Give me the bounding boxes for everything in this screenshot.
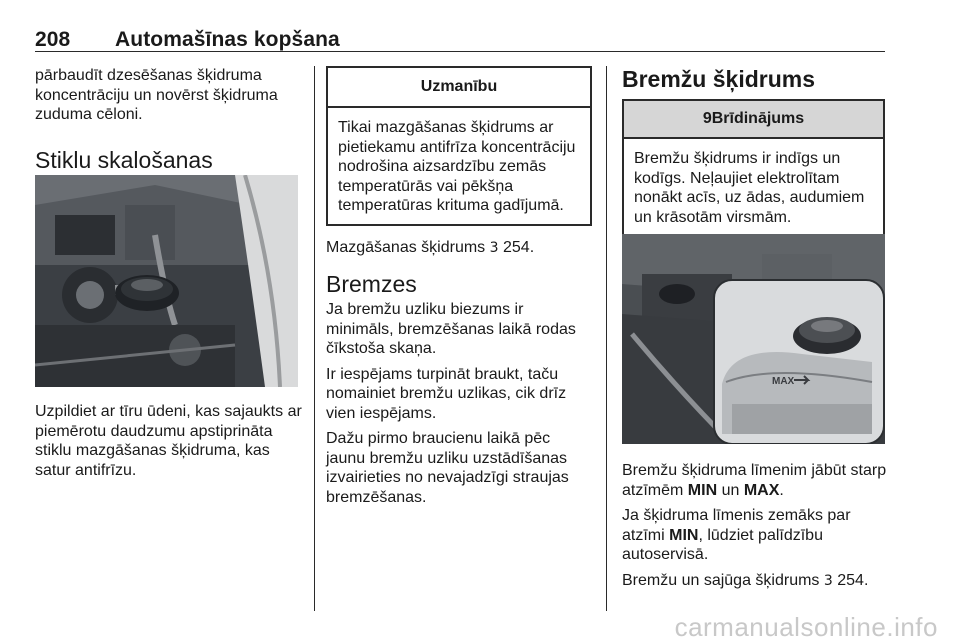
warning-box-title xyxy=(624,101,883,139)
intro-paragraph: pārbaudīt dzesēšanas šķidruma koncentrāciju un novērst šķidruma zuduma cēloni. xyxy=(35,67,278,123)
washer-fluid-caption: Uzpildiet ar tīru ūdeni, kas sajaukts ar piemērotu daudzumu apstiprināta stiklu mazgāšanas šķidruma, kas satur antifrīzu. xyxy=(35,403,302,479)
service-text: , lūdziet palīdzību autoservisā. xyxy=(622,526,823,563)
level-text: Bremžu šķidruma līmenim jābūt starp atzīmēm xyxy=(622,462,887,499)
column-1-lower xyxy=(35,402,303,480)
column-divider-1 xyxy=(314,66,315,611)
column-divider-2 xyxy=(606,66,607,611)
page-header xyxy=(35,28,340,52)
brake-fluid-heading: Bremžu šķidrums xyxy=(622,66,816,92)
period-text: . xyxy=(779,481,784,499)
min-label-2: MIN xyxy=(669,526,699,544)
low-level-text: Ja šķidruma līmenis zemāks par atzīmi xyxy=(622,507,851,544)
warning-box-text: Bremžu šķidrums ir indīgs un kodīgs. Neļaujiet elektrolītam nonākt acīs, uz ādas, audumiem un krāsotām virsmām. xyxy=(634,150,865,226)
brakes-paragraph-3: Dažu pirmo braucienu laikā pēc jaunu bremžu uzliku uzstādīšanas izvairieties no nevajadzīgi straujas bremzēšanas. xyxy=(326,430,569,506)
warning-box xyxy=(622,99,885,237)
reference-text-2: Bremžu un sajūga šķidrums xyxy=(622,571,820,589)
caution-box-title: Uzmanību xyxy=(328,68,590,108)
column-3-lower xyxy=(622,461,888,591)
brakes-paragraph-2: Ir iespējams turpināt braukt, taču nomainiet bremžu uzlikas, cik drīz vien iespējams. xyxy=(326,365,567,422)
warning-triangle-icon: 9 xyxy=(702,110,712,127)
warning-title-text: Brīdinājums xyxy=(711,110,805,127)
washer-fluid-heading: Stiklu skalošanas xyxy=(35,146,213,173)
washer-fluid-reference xyxy=(326,238,592,259)
header-rule xyxy=(35,51,885,52)
reference-page-2: 254. xyxy=(837,571,869,589)
and-text: un xyxy=(721,481,740,499)
reservoir-max-mark: MAX xyxy=(772,376,795,387)
page-title: Automašīnas kopšana xyxy=(115,28,340,51)
page-ref-arrow-icon: 3 xyxy=(489,239,499,256)
page-ref-arrow-icon-2: 3 xyxy=(823,572,833,589)
caution-box-text: Tikai mazgāšanas šķidrums ar pietiekamu antifrīza koncentrāciju nodrošina aizsardzību zemās temperatūrās vai pēkšņa temperatūras krituma gadījumā. xyxy=(338,119,576,214)
brake-fluid-reference xyxy=(622,571,888,592)
brake-fluid-paragraph-1 xyxy=(622,461,888,500)
reference-text: Mazgāšanas šķidrums xyxy=(326,238,486,256)
caution-box xyxy=(326,66,592,226)
brakes-heading: Bremzes xyxy=(326,271,417,297)
reference-page: 254. xyxy=(503,238,535,256)
watermark: carmanualsonline.info xyxy=(674,612,938,642)
column-2 xyxy=(326,66,592,507)
brakes-paragraph-1: Ja bremžu uzliku biezums ir minimāls, bremzēšanas laikā rodas čīkstoša skaņa. xyxy=(326,301,576,357)
page-number: 208 xyxy=(35,28,71,51)
brake-fluid-paragraph-2 xyxy=(622,506,888,565)
brake-fluid-reservoir-photo xyxy=(622,234,885,444)
min-label: MIN xyxy=(687,481,718,499)
max-label: MAX xyxy=(743,481,780,499)
washer-reservoir-photo xyxy=(35,175,298,387)
column-3 xyxy=(622,66,885,237)
